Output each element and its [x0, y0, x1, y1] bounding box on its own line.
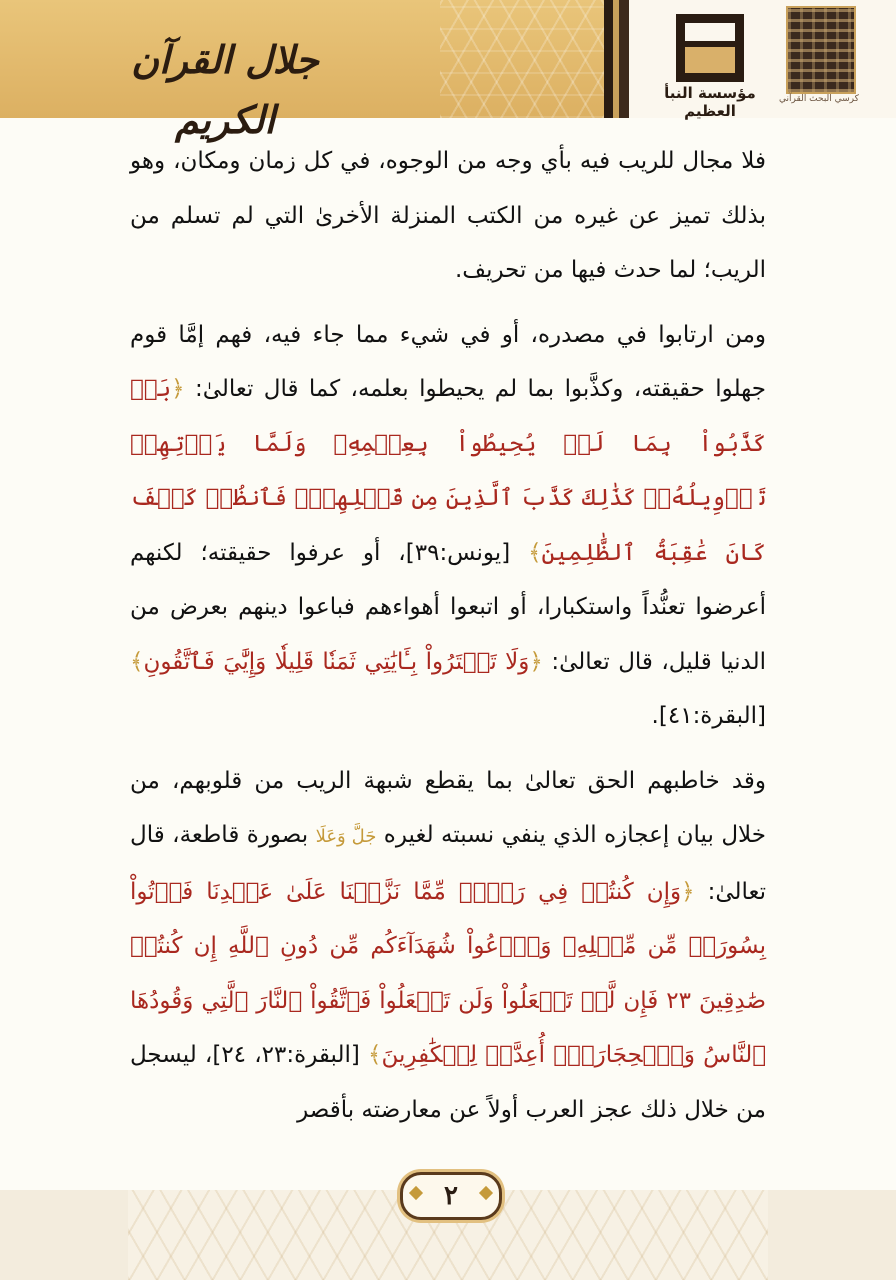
body-text: بصورة قاطعة، قال تعالىٰ: [130, 822, 767, 905]
book-title: جلال القرآن الكريم [131, 37, 319, 142]
badge-ornament [409, 1186, 423, 1200]
publisher-logo-name: مؤسسة النبأ العظيم [664, 84, 756, 120]
verse-bracket-ornament: ﴾ [528, 539, 542, 566]
publisher-logo-mark [676, 14, 744, 82]
quran-verse: بَلۡ كَذَّبُواْ بِمَا لَمۡ يُحِيطُواْ بِعِلۡمِهِۦ وَلَمَّا يَأۡتِهِمۡ تَأۡوِيلُهُۥۚ كَذَٰلِكَ كَذَّبَ ٱلَّذِينَ مِن قَبۡلِهِمۡۖ فَٱنظُرۡ كَيۡفَ كَانَ عَٰقِبَةُ ٱلظَّٰلِمِينَ [130, 376, 767, 566]
verse-bracket-ornament: ﴾ [368, 1042, 382, 1068]
publisher-logo [650, 14, 770, 120]
verse-bracket-ornament: ﴿ [529, 648, 543, 675]
encyclopedia-logo-caption: كرسي البحث القرآني [779, 94, 859, 104]
body-text: [البقرة:٢٣، ٢٤]، ليسجل من خلال ذلك عجز العرب أولاً عن معارضته بأقصر [130, 1042, 766, 1123]
verse-bracket-ornament: ﴾ [130, 648, 144, 675]
encyclopedia-logo [786, 6, 856, 94]
header-divider-stripe [604, 0, 613, 118]
paragraph [130, 308, 766, 744]
body-text: [يونس:٣٩]، أو عرفوا حقيقته؛ لكنهم أعرضوا تعنُّداً واستكبارا، أو اتبعوا أهواءهم فباعوا دينهم بعرض من الدنيا قليل، قال تعالىٰ: [130, 539, 766, 675]
page-number-badge [400, 1172, 502, 1220]
paragraph [130, 134, 766, 298]
paragraph [130, 754, 766, 1138]
body-text: وقد خاطبهم الحق تعالىٰ بما يقطع شبهة الريب من قلوبهم، من خلال بيان إعجازه الذي ينفي نسبته لغيره [130, 767, 766, 848]
header-geometric-pattern [440, 0, 604, 118]
verse-bracket-ornament: ﴿ [681, 878, 695, 905]
quran-verse: وَلَا تَشۡتَرُواْ بِـَٔايَٰتِي ثَمَنٗا قَلِيلٗا وَإِيَّٰيَ فَٱتَّقُونِ [143, 648, 530, 675]
page-header [0, 0, 896, 142]
divine-attribute: جَلَّ وَعَلَا [315, 826, 377, 847]
verse-bracket-ornament: ﴿ [171, 376, 185, 402]
badge-ornament [479, 1186, 493, 1200]
header-divider-stripe [619, 0, 629, 118]
page-body-text [130, 134, 766, 1147]
quran-verse: وَإِن كُنتُمۡ فِي رَيۡبٖ مِّمَّا نَزَّلۡنَا عَلَىٰ عَبۡدِنَا فَأۡتُواْ بِسُورَةٖ مِّن مِّثۡلِهِۦ وَٱدۡعُواْ شُهَدَآءَكُم مِّن دُونِ ٱللَّهِ إِن كُنتُمۡ صَٰدِقِينَ ٢٣ فَإِن لَّمۡ تَفۡعَلُواْ وَلَن تَفۡعَلُواْ فَٱتَّقُواْ ٱلنَّارَ ٱلَّتِي وَقُودُهَا ٱلنَّاسُ وَٱلۡحِجَارَةُۖ أُعِدَّتۡ لِلۡكَٰفِرِينَ [130, 878, 766, 1068]
body-text: [البقرة:٤١]. [651, 703, 766, 729]
body-text: فلا مجال للريب فيه بأي وجه من الوجوه، في كل زمان ومكان، وهو بذلك تميز عن غيره من الكتب المنزلة الأخرىٰ التي لم تسلم من الريب؛ لما حدث فيها من تحريف. [130, 148, 766, 283]
body-text: ومن ارتابوا في مصدره، أو في شيء مما جاء فيه، فهم إمَّا قوم جهلوا حقيقته، وكذَّبوا بما لم يحيطوا بعلمه، كما قال تعالىٰ: [130, 321, 766, 402]
page-number: ٢ [444, 1181, 458, 1211]
